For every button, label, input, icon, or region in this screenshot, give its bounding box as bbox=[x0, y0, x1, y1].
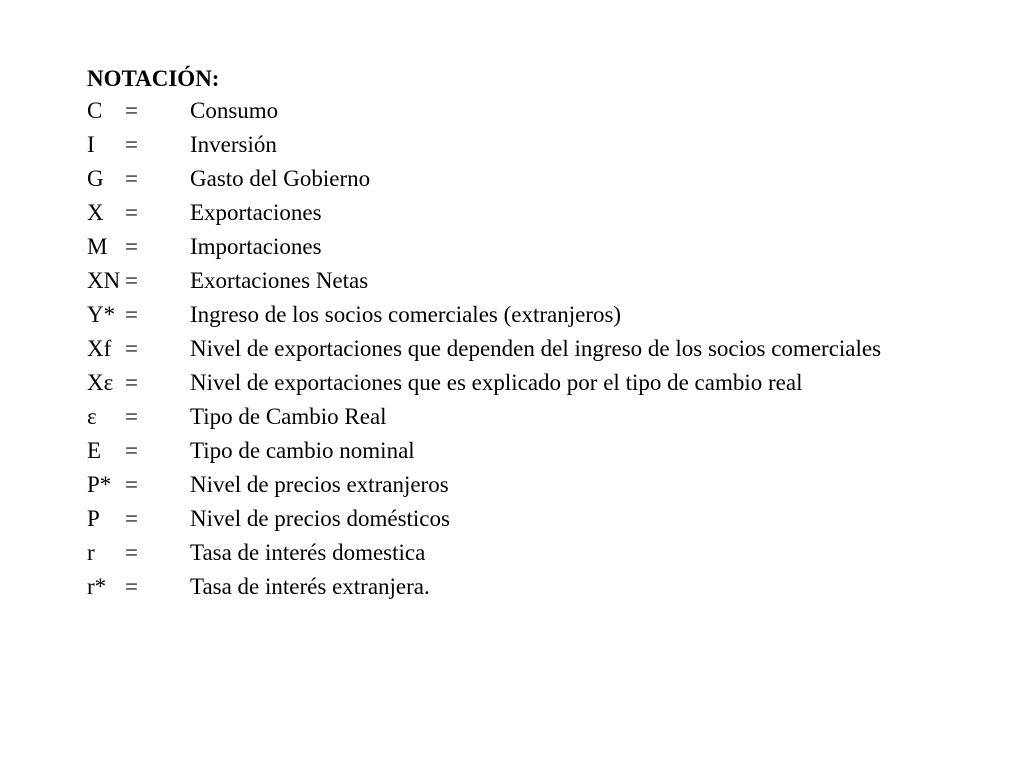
notation-definition: Nivel de exportaciones que dependen del ingreso de los socios comerciales bbox=[190, 336, 882, 361]
notation-symbol: P bbox=[87, 506, 100, 531]
notation-row-i bbox=[87, 132, 937, 158]
equals-sign: = bbox=[125, 472, 138, 497]
notation-definition: Tipo de cambio nominal bbox=[190, 438, 415, 463]
equals-sign: = bbox=[125, 336, 138, 361]
notation-definition: Nivel de precios extranjeros bbox=[190, 472, 449, 497]
notation-symbol: X bbox=[87, 200, 104, 225]
notation-symbol: I bbox=[87, 132, 95, 157]
equals-sign: = bbox=[125, 234, 138, 259]
notation-symbol: XN bbox=[87, 268, 121, 293]
notation-symbol: ε bbox=[87, 404, 97, 429]
equals-sign: = bbox=[125, 98, 138, 123]
notation-row-epsilon bbox=[87, 404, 937, 430]
notation-row-g bbox=[87, 166, 937, 192]
notation-row-y-star bbox=[87, 302, 937, 328]
notation-symbol: P* bbox=[87, 472, 112, 497]
notation-definition: Consumo bbox=[190, 98, 279, 123]
notation-symbol: r bbox=[87, 540, 95, 565]
equals-sign: = bbox=[125, 540, 138, 565]
notation-row-r-star bbox=[87, 574, 937, 600]
notation-row-m bbox=[87, 234, 937, 260]
notation-symbol: C bbox=[87, 98, 103, 123]
notation-symbol: r* bbox=[87, 574, 107, 599]
notation-symbol: E bbox=[87, 438, 102, 463]
notation-definition: Tasa de interés extranjera. bbox=[190, 574, 430, 599]
notation-row-xf bbox=[87, 336, 937, 362]
equals-sign: = bbox=[125, 166, 138, 191]
equals-sign: = bbox=[125, 370, 138, 395]
notation-definition: Ingreso de los socios comerciales (extranjeros) bbox=[190, 302, 622, 327]
equals-sign: = bbox=[125, 574, 138, 599]
notation-row-r bbox=[87, 540, 937, 566]
notation-row-p bbox=[87, 506, 937, 532]
notation-row-p-star bbox=[87, 472, 937, 498]
notation-definition: Exportaciones bbox=[190, 200, 322, 225]
notation-row-x-epsilon bbox=[87, 370, 937, 396]
notation-definition: Tipo de Cambio Real bbox=[190, 404, 387, 429]
page-title: NOTACIÓN: bbox=[87, 66, 220, 91]
notation-definition: Inversión bbox=[190, 132, 277, 157]
notation-symbol: Xε bbox=[87, 370, 114, 395]
notation-definition: Exortaciones Netas bbox=[190, 268, 369, 293]
equals-sign: = bbox=[125, 404, 138, 429]
notation-row-x bbox=[87, 200, 937, 226]
notation-symbol: Y* bbox=[87, 302, 116, 327]
notation-row-e bbox=[87, 438, 937, 464]
equals-sign: = bbox=[125, 268, 138, 293]
equals-sign: = bbox=[125, 302, 138, 327]
notation-definition: Nivel de exportaciones que es explicado por el tipo de cambio real bbox=[190, 370, 803, 395]
notation-row-xn bbox=[87, 268, 937, 294]
notation-symbol: G bbox=[87, 166, 104, 191]
equals-sign: = bbox=[125, 132, 138, 157]
notation-definition: Importaciones bbox=[190, 234, 322, 259]
notation-list bbox=[87, 98, 937, 608]
notation-definition: Gasto del Gobierno bbox=[190, 166, 371, 191]
notation-row-c bbox=[87, 98, 937, 124]
notation-symbol: Xf bbox=[87, 336, 112, 361]
equals-sign: = bbox=[125, 438, 138, 463]
notation-definition: Tasa de interés domestica bbox=[190, 540, 426, 565]
notation-definition: Nivel de precios domésticos bbox=[190, 506, 450, 531]
notation-symbol: M bbox=[87, 234, 108, 259]
equals-sign: = bbox=[125, 200, 138, 225]
equals-sign: = bbox=[125, 506, 138, 531]
